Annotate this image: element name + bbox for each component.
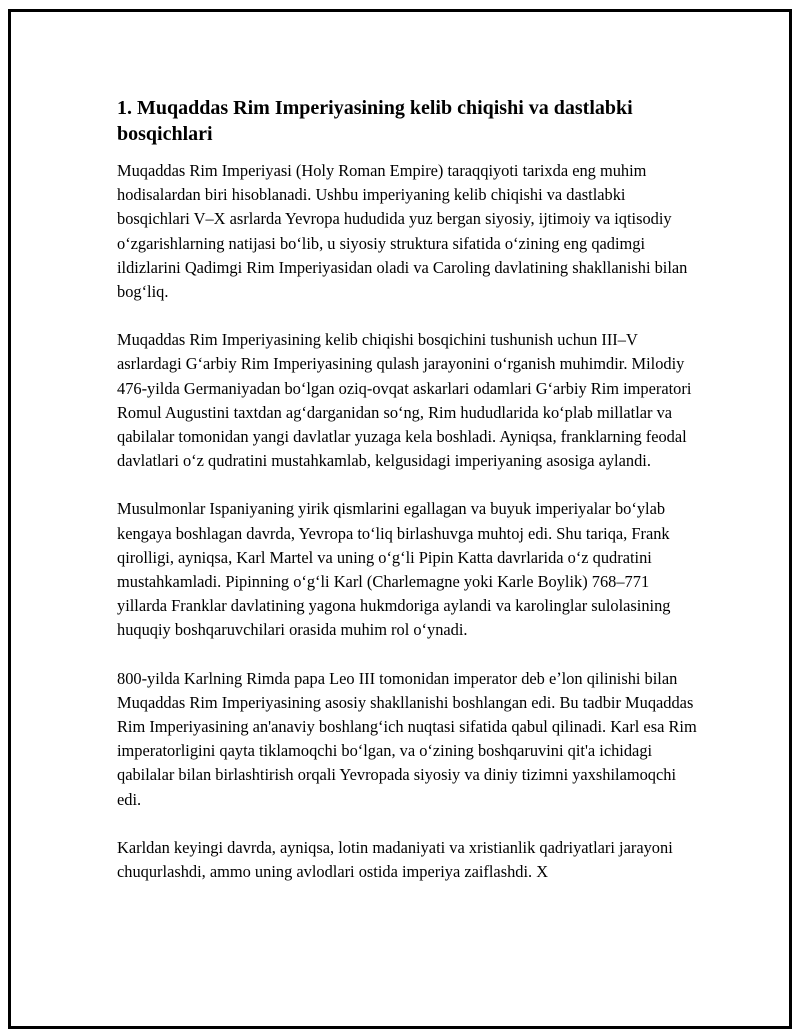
paragraph-4: 800-yilda Karlning Rimda papa Leo III tomonidan imperator deb eʼlon qilinishi bilan Muqaddas Rim Imperiyasining asosiy shakllanishi boshlangan edi. Bu tadbir Muqaddas Rim Imperiyasining an'anaviy boshlangʻich nuqtasi sifatida qabul qilinadi. Karl esa Rim imperatorligini qayta tiklamoqchi boʻlgan, va oʻzining boshqaruvini qit'a ichidagi qabilalar bilan birlashtirish orqali Yevropada siyosiy va diniy tizimni yaxshilamoqchi edi. [117, 668, 697, 809]
paragraph-2: Muqaddas Rim Imperiyasining kelib chiqishi bosqichini tushunish uchun III–V asrlardagi Gʻarbiy Rim Imperiyasining qulash jarayonini oʻrganish muhimdir. Milodiy 476-yilda Germaniyadan boʻlgan oziq-ovqat askarlari odamlari Gʻarbiy Rim imperatori Romul Augustini taxtdan agʻdarganidan soʻng, Rim hududlarida koʻplab millatlar va qabilalar tomonidan yangi davlatlar yuzaga kela boshladi. Ayniqsa, franklarning feodal davlatlari oʻz qudratini mustahkamlab, kelgusidagi imperiyaning asosiga aylandi. [117, 330, 692, 471]
section-heading: 1. Muqaddas Rim Imperiyasining kelib chiqishi va dastlabki bosqichlari [117, 97, 633, 145]
paragraph-1: Muqaddas Rim Imperiyasi (Holy Roman Empire) taraqqiyoti tarixda eng muhim hodisalardan biri hisoblanadi. Ushbu imperiyaning kelib chiqishi va dastlabki bosqichlari V–X asrlarda Yevropa hududida yuz bergan siyosiy, ijtimoiy va iqtisodiy oʻzgarishlarning natijasi boʻlib, u siyosiy struktura sifatida oʻzining eng qadimgi ildizlarini Qadimgi Rim Imperiyasidan oladi va Caroling davlatining shakllanishi bilan bogʻliq. [117, 161, 688, 302]
page-border [8, 9, 792, 1029]
paragraph-3: Musulmonlar Ispaniyaning yirik qismlarini egallagan va buyuk imperiyalar boʻylab kengaya boshlagan davrda, Yevropa toʻliq birlashuvga muhtoj edi. Shu tariqa, Frank qirolligi, ayniqsa, Karl Martel va uning oʻgʻli Pipin Katta davrlarida oʻz qudratini mustahkamladi. Pipinning oʻgʻli Karl (Charlemagne yoki Karle Boylik) 768–771 yillarda Franklar davlatining yagona hukmdoriga aylandi va karolinglar sulolasining huquqiy boshqaruvchilari orasida muhim rol oʻynadi. [117, 499, 671, 640]
document-body [117, 95, 697, 884]
paragraph-5: Karldan keyingi davrda, ayniqsa, lotin madaniyati va xristianlik qadriyatlari jarayoni chuqurlashdi, ammo uning avlodlari ostida imperiya zaiflashdi. X [117, 837, 673, 882]
